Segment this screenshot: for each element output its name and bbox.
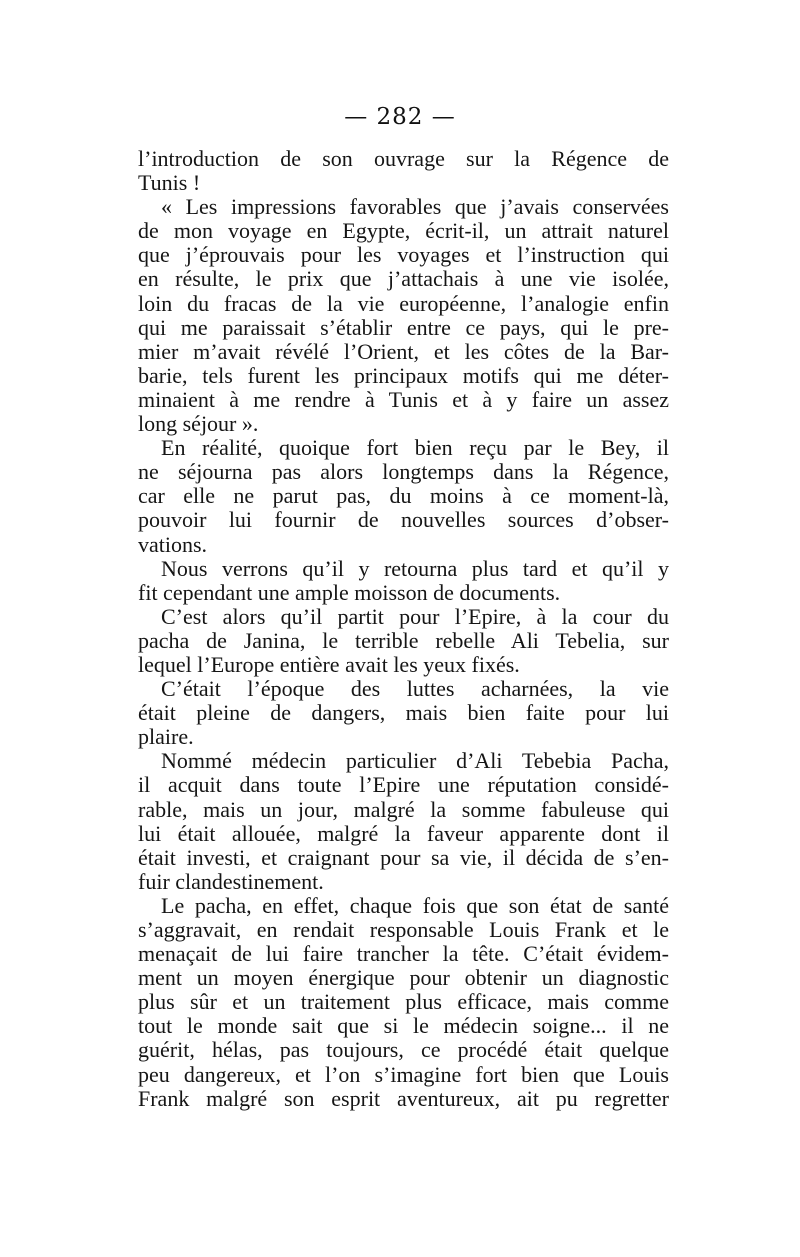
text-line: C’est alors qu’il partit pour l’Epire, à la cour du (161, 604, 669, 629)
text-line: vations. (138, 532, 208, 557)
text-line: fuir clandestinement. (138, 869, 324, 894)
text-line: menaçait de lui faire trancher la tête. C’était évidem- (138, 942, 669, 967)
text-line: tout le monde sait que si le médecin soigne... il ne (138, 1014, 669, 1039)
text-line: fit cependant une ample moisson de documents. (138, 580, 561, 605)
text-line: « Les impressions favorables que j’avais conservées (161, 195, 669, 220)
text-line: loin du fracas de la vie européenne, l’analogie enfin (138, 291, 669, 316)
text-line: car elle ne parut pas, du moins à ce moment-là, (138, 484, 669, 509)
text-line: barie, tels furent les principaux motifs qui me déter- (138, 363, 669, 388)
page-number: — 282 — (344, 104, 456, 130)
text-line: Frank malgré son esprit aventureux, ait pu regretter (138, 1086, 669, 1111)
text-line: pacha de Janina, le terrible rebelle Ali Tebelia, sur (138, 628, 669, 653)
text-line: était investi, et craignant pour sa vie, il décida de s’en- (138, 845, 669, 870)
text-line: Le pacha, en effet, chaque fois que son état de santé (161, 893, 669, 918)
text-line: de mon voyage en Egypte, écrit-il, un attrait naturel (138, 219, 669, 244)
text-line: Nommé médecin particulier d’Ali Tebebia Pacha, (161, 749, 669, 774)
text-line: C’était l’époque des luttes acharnées, la vie (161, 677, 669, 702)
text-line: qui me paraissait s’établir entre ce pays, qui le pre- (138, 315, 669, 340)
text-line: il acquit dans toute l’Epire une réputation considé- (138, 773, 669, 798)
text-line: long séjour ». (138, 412, 259, 437)
text-line: était pleine de dangers, mais bien faite pour lui (138, 701, 669, 726)
text-line: que j’éprouvais pour les voyages et l’instruction qui (138, 243, 669, 268)
text-line: lequel l’Europe entière avait les yeux fixés. (138, 652, 520, 677)
text-line: peu dangereux, et l’on s’imagine fort bien que Louis (138, 1062, 669, 1087)
text-line: guérit, hélas, pas toujours, ce procédé était quelque (138, 1038, 669, 1063)
text-line: Tunis ! (138, 171, 201, 196)
text-line: ne séjourna pas alors longtemps dans la Régence, (138, 460, 669, 485)
text-line: en résulte, le prix que j’attachais à une vie isolée, (138, 267, 669, 292)
text-line: Nous verrons qu’il y retourna plus tard et qu’il y (161, 556, 669, 581)
text-line: plus sûr et un traitement plus efficace, mais comme (138, 990, 669, 1015)
text-line: ment un moyen énergique pour obtenir un diagnostic (138, 966, 669, 991)
text-line: lui était allouée, malgré la faveur apparente dont il (138, 821, 669, 846)
text-line: En réalité, quoique fort bien reçu par le Bey, il (161, 436, 669, 461)
text-line: s’aggravait, en rendait responsable Louis Frank et le (138, 918, 669, 942)
text-line: rable, mais un jour, malgré la somme fabuleuse qui (138, 797, 669, 822)
text-line: l’introduction de son ouvrage sur la Régence de (138, 147, 669, 171)
body-text (138, 147, 669, 1111)
text-line: pouvoir lui fournir de nouvelles sources d’obser- (138, 508, 669, 533)
text-line: minaient à me rendre à Tunis et à y faire un assez (138, 387, 669, 412)
text-line: mier m’avait révélé l’Orient, et les côtes de la Bar- (138, 339, 669, 364)
text-line: plaire. (138, 725, 194, 750)
